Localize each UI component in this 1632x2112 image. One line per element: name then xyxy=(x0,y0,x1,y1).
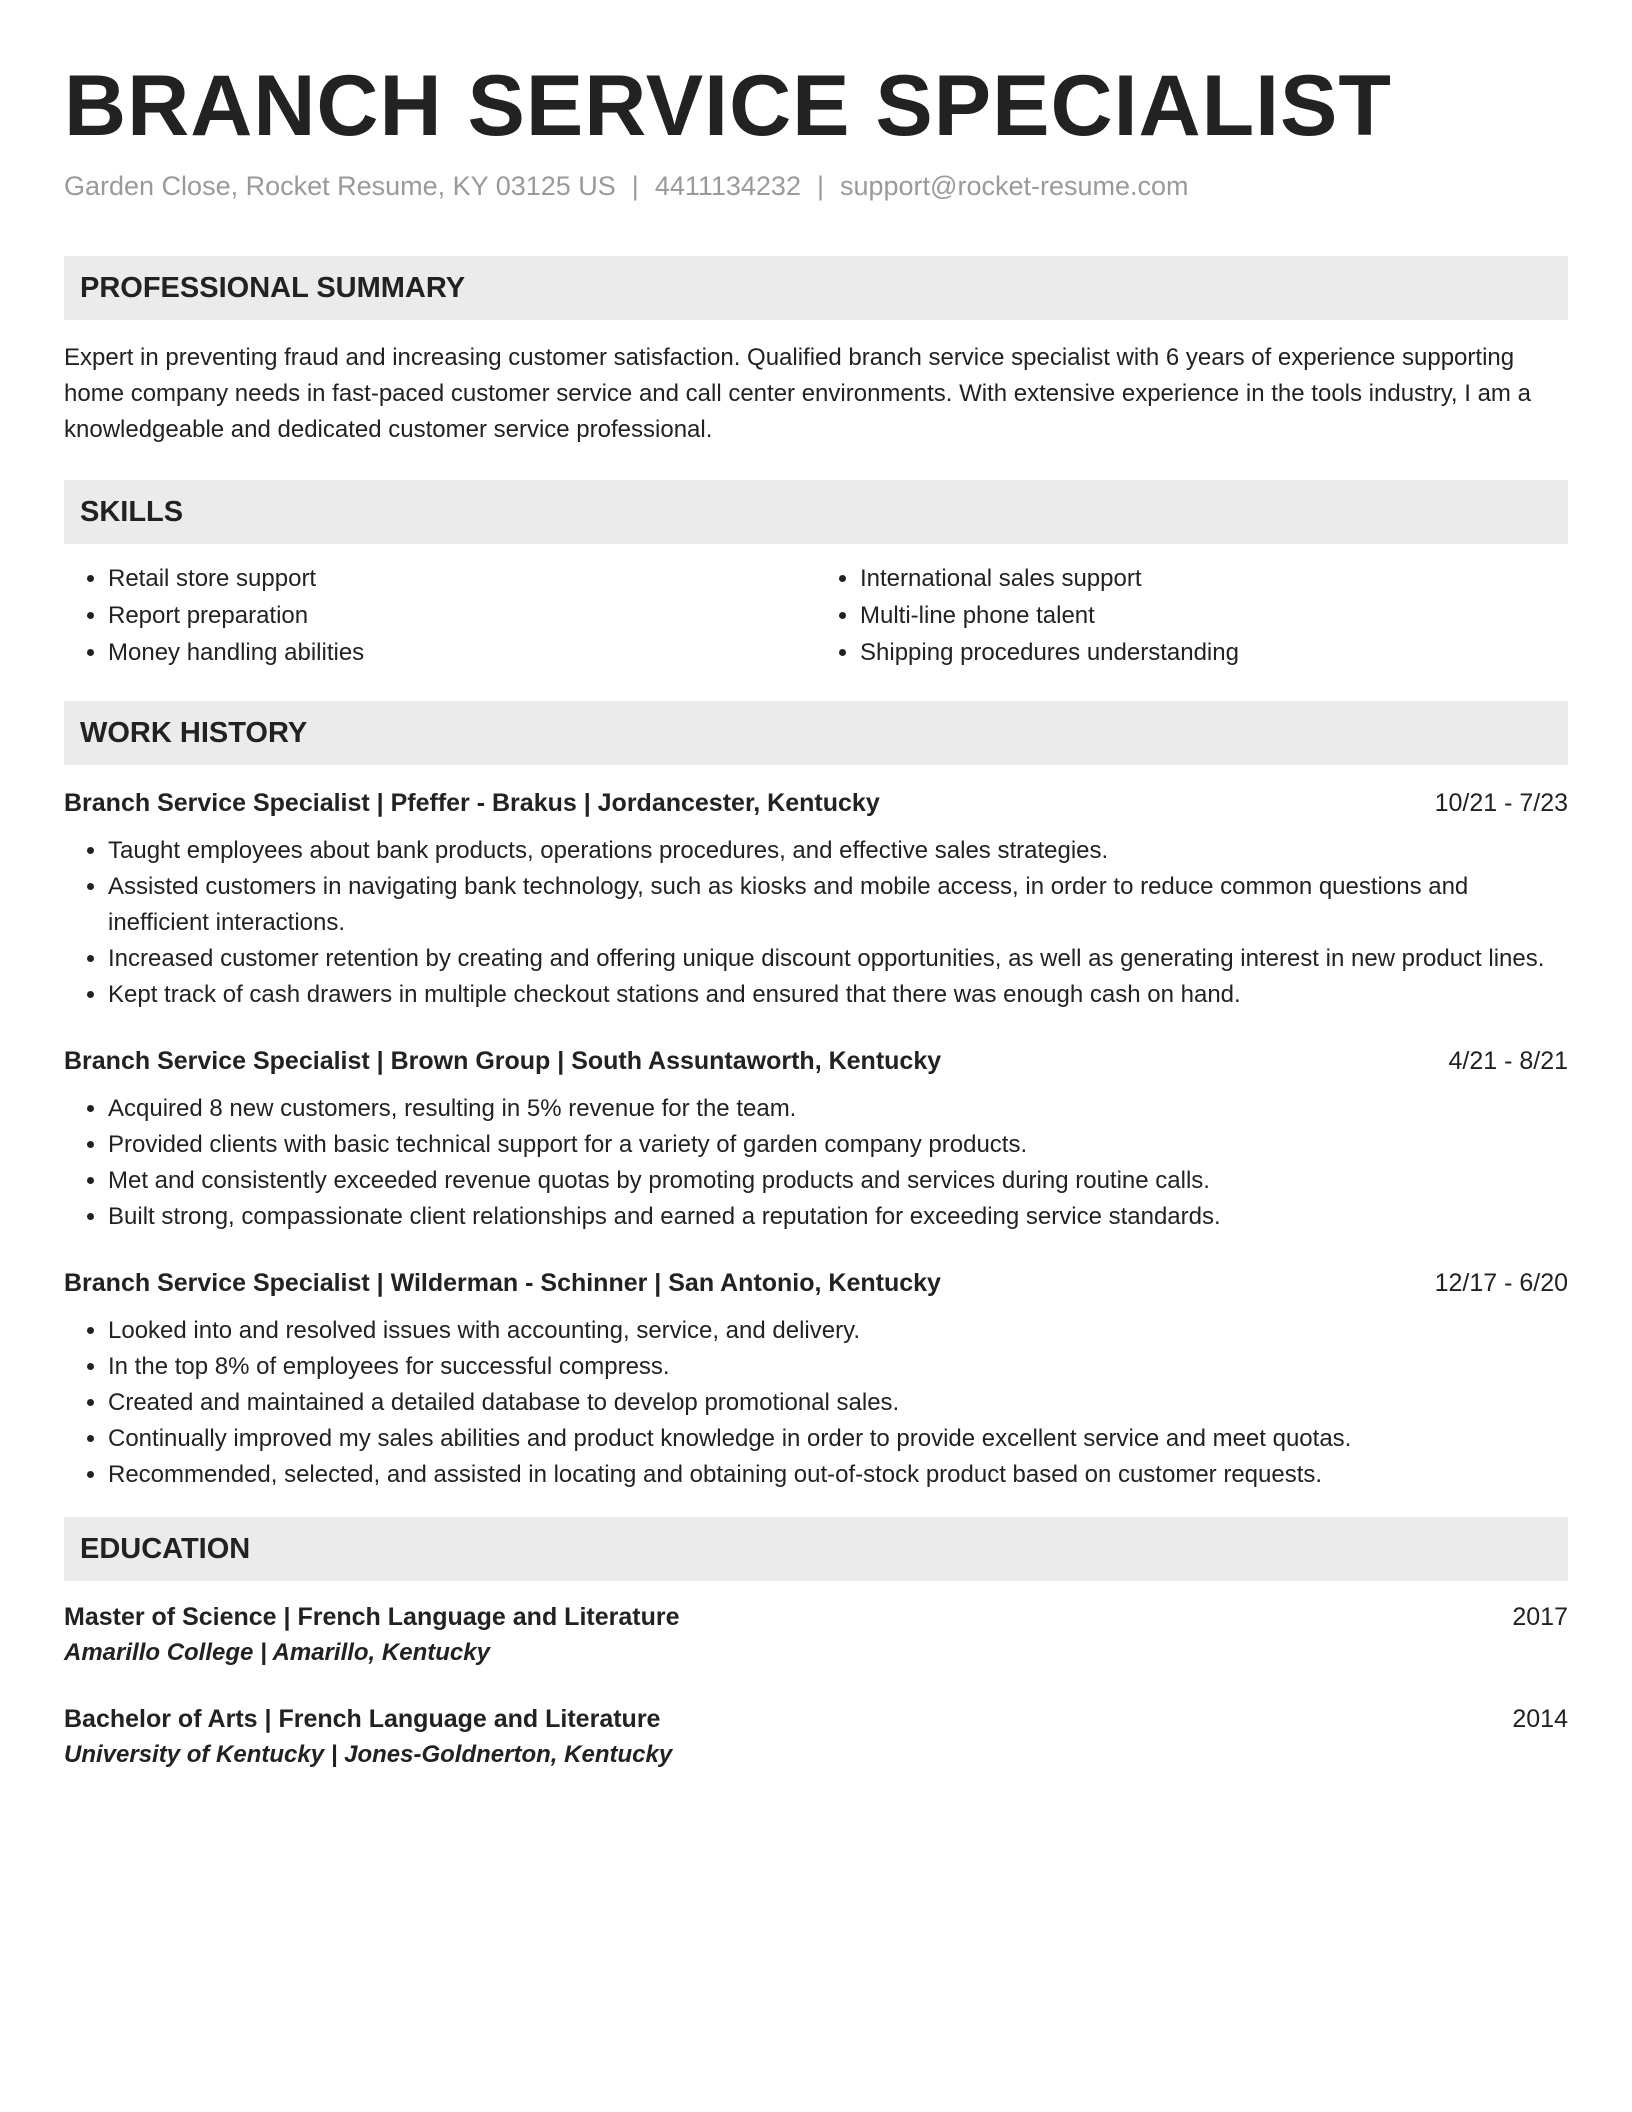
job-bullet: • Taught employees about bank products, operations procedures, and effective sales strategies. xyxy=(108,833,1568,869)
job-bullet: • Provided clients with basic technical support for a variety of garden company products. xyxy=(108,1127,1568,1163)
education-entry xyxy=(64,1701,1568,1773)
education-year: 2017 xyxy=(1512,1603,1568,1631)
skill-item: • Report preparation xyxy=(108,597,816,634)
job-header-row xyxy=(64,785,1568,821)
skill-item: • Retail store support xyxy=(108,560,816,597)
job-bullet: • Acquired 8 new customers, resulting in 5% revenue for the team. xyxy=(108,1091,1568,1127)
job-bullets xyxy=(64,833,1568,1013)
summary-text: Expert in preventing fraud and increasing customer satisfaction. Qualified branch service specialist with 6 years of experience supporting home company needs in fast-paced customer service and call center environments. With extensive experience in the tools industry, I am a knowledgeable and dedicated customer service professional. xyxy=(64,344,1531,443)
job-entry xyxy=(64,1043,1568,1235)
job-title: Branch Service Specialist | Brown Group | South Assuntaworth, Kentucky xyxy=(64,1047,942,1075)
job-bullet: • Assisted customers in navigating bank technology, such as kiosks and mobile access, in order to reduce common questions and inefficient interactions. xyxy=(108,869,1568,941)
job-title: Branch Service Specialist | Wilderman - Schinner | San Antonio, Kentucky xyxy=(64,1269,941,1297)
contact-address: Garden Close, Rocket Resume, KY 03125 US xyxy=(64,171,616,201)
education-degree: Bachelor of Arts | French Language and Literature xyxy=(64,1705,661,1733)
job-bullet: • Met and consistently exceeded revenue quotas by promoting products and services during routine calls. xyxy=(108,1163,1568,1199)
job-header-row xyxy=(64,1265,1568,1301)
education-year: 2014 xyxy=(1512,1705,1568,1733)
job-dates: 10/21 - 7/23 xyxy=(1434,789,1568,817)
job-title: Branch Service Specialist | Pfeffer - Brakus | Jordancester, Kentucky xyxy=(64,789,880,817)
section-header-summary: PROFESSIONAL SUMMARY xyxy=(64,256,1568,320)
contact-email: support@rocket-resume.com xyxy=(839,171,1189,201)
job-dates: 12/17 - 6/20 xyxy=(1434,1269,1568,1297)
job-bullets xyxy=(64,1313,1568,1493)
job-dates: 4/21 - 8/21 xyxy=(1448,1047,1568,1075)
job-entry xyxy=(64,785,1568,1013)
job-bullet: • Built strong, compassionate client relationships and earned a reputation for exceeding service standards. xyxy=(108,1199,1568,1235)
skills-column-left xyxy=(64,560,816,671)
skill-item: • Shipping procedures understanding xyxy=(860,634,1568,671)
skill-item: • Multi-line phone talent xyxy=(860,597,1568,634)
job-bullet: • In the top 8% of employees for successful compress. xyxy=(108,1349,1568,1385)
job-header-row xyxy=(64,1043,1568,1079)
section-header-work-history: WORK HISTORY xyxy=(64,701,1568,765)
education-header-row xyxy=(64,1599,1568,1635)
section-header-education: EDUCATION xyxy=(64,1517,1568,1581)
contact-separator: | xyxy=(631,171,639,201)
education-entry xyxy=(64,1599,1568,1671)
contact-line xyxy=(64,168,1568,204)
resume-name: BRANCH SERVICE SPECIALIST xyxy=(64,58,1392,154)
job-bullet: • Created and maintained a detailed database to develop promotional sales. xyxy=(108,1385,1568,1421)
education-header-row xyxy=(64,1701,1568,1737)
job-bullet: • Continually improved my sales abilities and product knowledge in order to provide excellent service and meet quotas. xyxy=(108,1421,1568,1457)
education-degree: Master of Science | French Language and Literature xyxy=(64,1603,680,1631)
job-bullets xyxy=(64,1091,1568,1235)
skill-item: • International sales support xyxy=(860,560,1568,597)
contact-separator: | xyxy=(816,171,824,201)
job-bullet: • Increased customer retention by creating and offering unique discount opportunities, as well as generating interest in new product lines. xyxy=(108,941,1568,977)
education-school: Amarillo College | Amarillo, Kentucky xyxy=(64,1639,490,1666)
section-header-skills: SKILLS xyxy=(64,480,1568,544)
skills-list xyxy=(64,560,1568,671)
job-bullet: • Recommended, selected, and assisted in locating and obtaining out-of-stock product based on customer requests. xyxy=(108,1457,1568,1493)
contact-phone: 4411134232 xyxy=(654,171,801,201)
education-school: University of Kentucky | Jones-Goldnerton, Kentucky xyxy=(64,1741,673,1768)
job-entry xyxy=(64,1265,1568,1493)
skill-item: • Money handling abilities xyxy=(108,634,816,671)
job-bullet: • Looked into and resolved issues with accounting, service, and delivery. xyxy=(108,1313,1568,1349)
job-bullet: • Kept track of cash drawers in multiple checkout stations and ensured that there was enough cash on hand. xyxy=(108,977,1568,1013)
skills-column-right xyxy=(816,560,1568,671)
